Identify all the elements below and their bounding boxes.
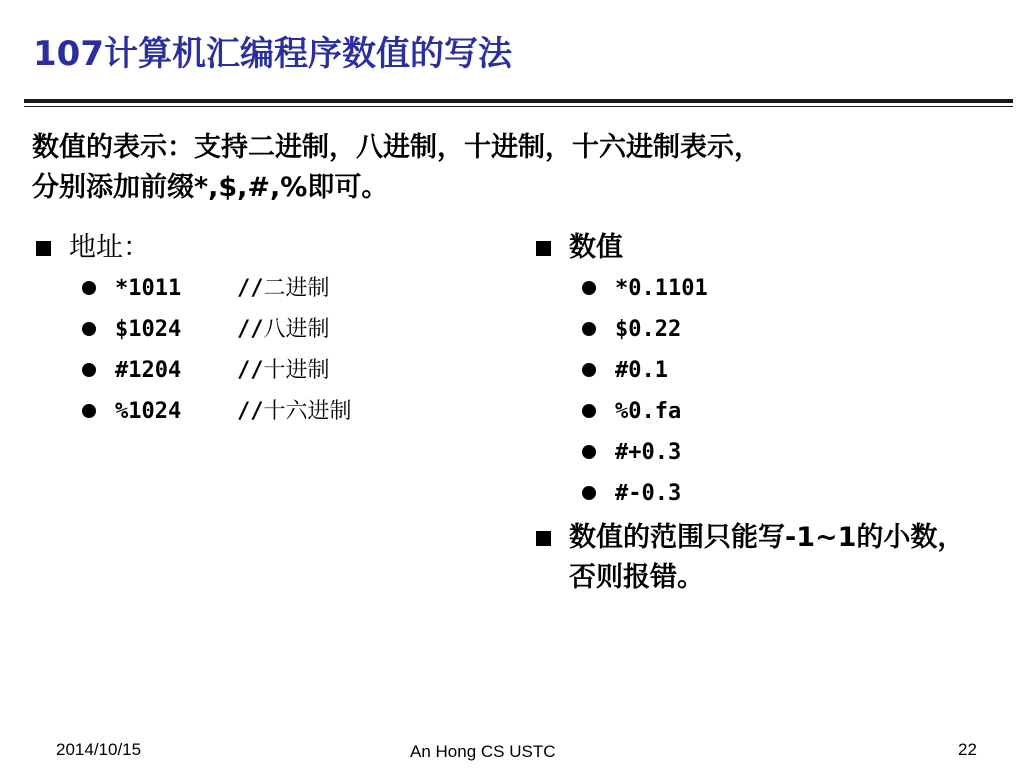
address-column [33,228,493,432]
intro-paragraph [32,128,992,208]
value-code: $0.22 [615,317,682,342]
round-bullet-icon [582,404,596,418]
value-code: %0.fa [615,399,682,424]
range-note-text: 数值的范围只能写-1~1的小数，否则报错。 [569,522,965,593]
value-code: #0.1 [615,358,668,383]
comment-slashes: // [237,399,264,424]
list-item [533,432,993,473]
round-bullet-icon [582,281,596,295]
list-item [33,350,493,391]
address-code: $1024 [115,317,182,342]
comment-slashes: // [237,317,264,342]
square-bullet-icon [36,241,51,256]
square-bullet-icon [536,531,551,546]
round-bullet-icon [582,445,596,459]
value-heading [533,228,993,268]
title-divider-thick [24,99,1013,103]
address-code: *1011 [115,276,182,301]
value-heading-label: 数值 [569,232,623,263]
comment-text: 十六进制 [263,399,352,424]
range-note [533,518,989,598]
round-bullet-icon [82,281,96,295]
value-column [533,228,993,598]
round-bullet-icon [82,404,96,418]
intro-line-2: 分别添加前缀*,$,#,%即可。 [32,172,389,203]
round-bullet-icon [582,486,596,500]
round-bullet-icon [582,322,596,336]
list-item [533,473,993,514]
round-bullet-icon [582,363,596,377]
footer-date: 2014/10/15 [56,740,142,759]
comment-text: 八进制 [263,317,330,342]
round-bullet-icon [82,322,96,336]
address-heading [33,228,493,268]
value-code: #-0.3 [615,481,682,506]
slide-title: 107计算机汇编程序数值的写法 [33,34,512,74]
footer-page-number: 22 [958,740,977,759]
list-item [33,309,493,350]
list-item [533,391,993,432]
square-bullet-icon [536,241,551,256]
value-code: #+0.3 [615,440,682,465]
address-code: %1024 [115,399,182,424]
intro-line-1: 数值的表示：支持二进制，八进制，十进制，十六进制表示， [32,132,761,163]
address-code: #1204 [115,358,182,383]
list-item [533,268,993,309]
footer-author: An Hong CS USTC [410,742,556,761]
comment-slashes: // [237,276,264,301]
value-code: *0.1101 [615,276,708,301]
list-item [533,309,993,350]
comment-text: 十进制 [263,358,330,383]
comment-text: 二进制 [263,276,330,301]
list-item [533,350,993,391]
round-bullet-icon [82,363,96,377]
address-heading-label: 地址： [69,232,150,263]
title-divider-thin [24,106,1013,107]
list-item [33,391,493,432]
comment-slashes: // [237,358,264,383]
list-item [33,268,493,309]
